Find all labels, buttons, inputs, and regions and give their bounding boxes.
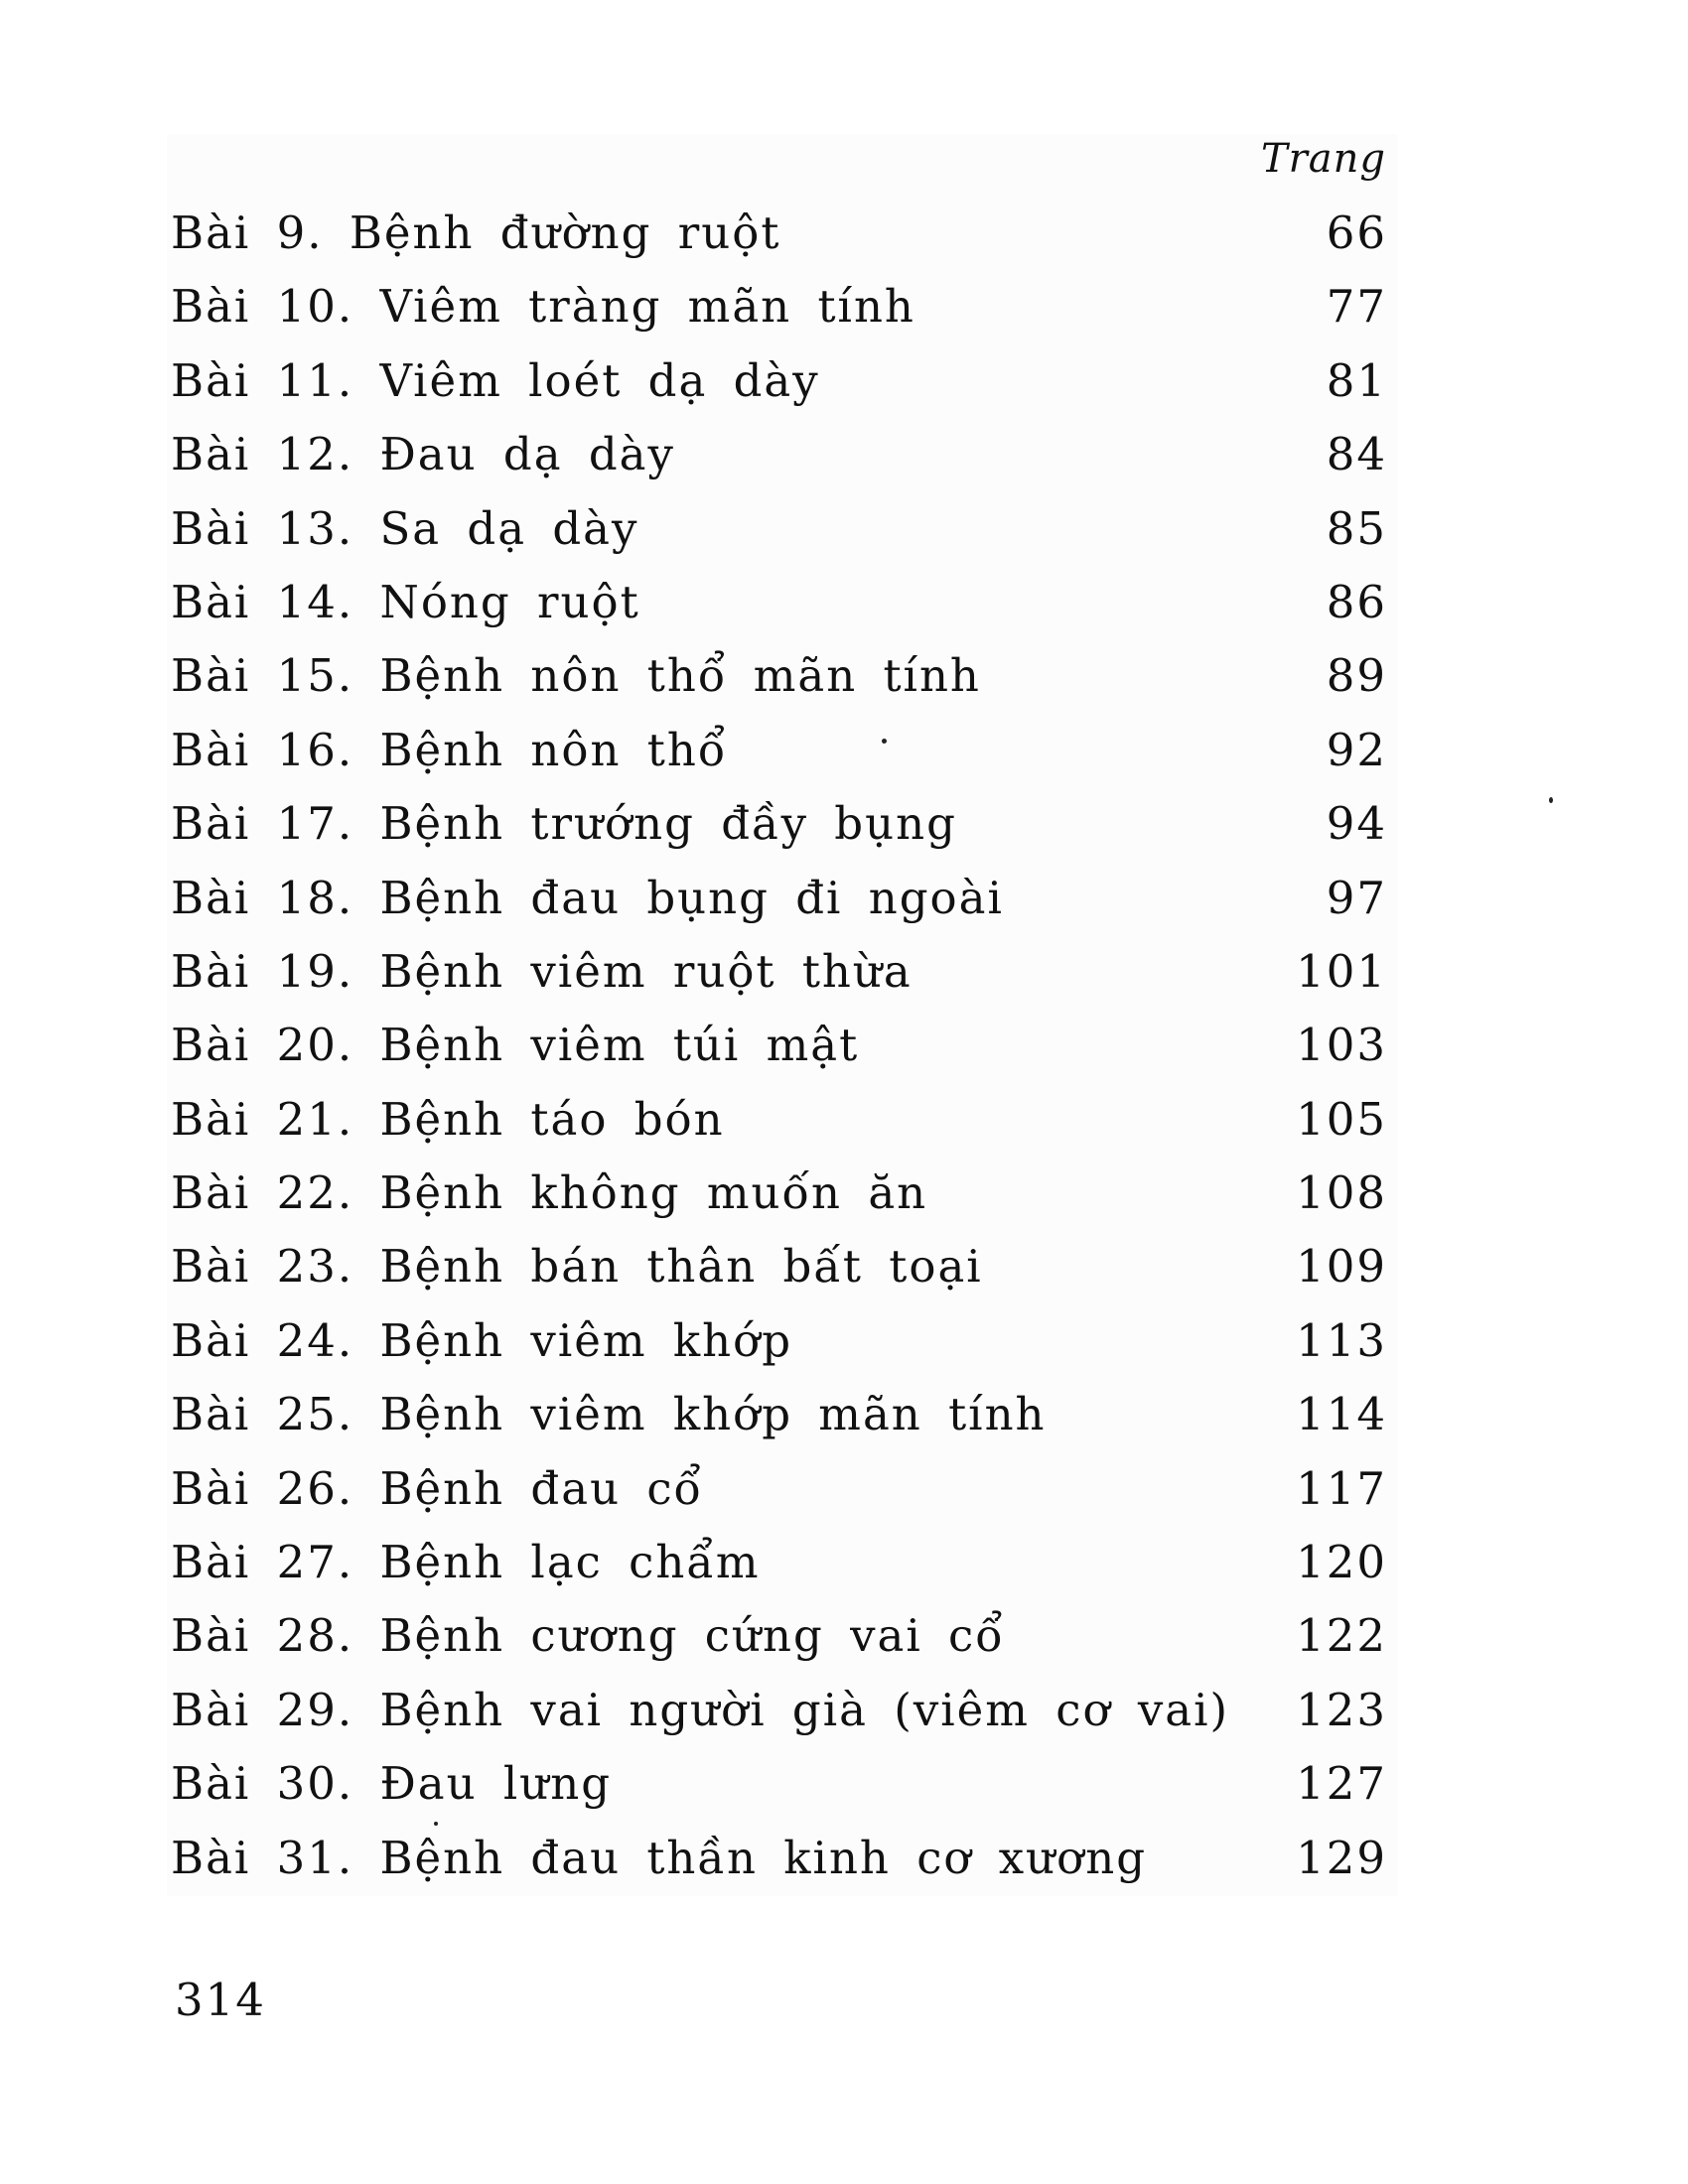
toc-entry: [171, 1230, 1387, 1303]
toc-entry-page: 89: [1326, 649, 1387, 703]
toc-entry: [171, 566, 1387, 639]
toc-entry-page: 85: [1326, 501, 1387, 555]
toc-entry-title: Bài 15. Bệnh nôn thổ mãn tính: [171, 649, 981, 703]
toc-entry-title: Bài 9. Bệnh đường ruột: [171, 206, 781, 259]
toc-entry-page: 86: [1326, 575, 1387, 628]
toc-entry-page: 103: [1296, 1019, 1387, 1072]
toc-entry-title: Bài 25. Bệnh viêm khớp mãn tính: [171, 1388, 1047, 1441]
toc-entry-title: Bài 17. Bệnh trướng đầy bụng: [171, 797, 957, 851]
toc-entry-page: 109: [1296, 1240, 1387, 1294]
page-number: 314: [175, 1974, 266, 2026]
toc-entry-title: Bài 23. Bệnh bán thân bất toại: [171, 1240, 983, 1294]
toc-entry: [171, 1009, 1387, 1082]
toc-entry-page: 108: [1296, 1166, 1387, 1220]
toc-entry: [171, 862, 1387, 935]
toc-entry-title: Bài 21. Bệnh táo bón: [171, 1092, 725, 1146]
toc-entry: [171, 935, 1387, 1009]
toc-entry-title: Bài 30. Đau lưng: [171, 1757, 613, 1811]
toc-entry-page: 127: [1296, 1757, 1387, 1811]
toc-entry-page: 117: [1296, 1461, 1387, 1515]
toc-entry-page: 105: [1296, 1092, 1387, 1146]
toc-entry: [171, 197, 1387, 270]
toc-entry-page: 101: [1296, 944, 1387, 998]
toc-entry-page: 94: [1326, 797, 1387, 851]
toc-entry-title: Bài 16. Bệnh nôn thổ: [171, 723, 728, 776]
toc-entry-page: 92: [1326, 723, 1387, 776]
toc-entry-title: Bài 19. Bệnh viêm ruột thừa: [171, 944, 913, 998]
toc-entry: [171, 1674, 1387, 1747]
toc-entry-page: 113: [1296, 1313, 1387, 1367]
toc-entry-page: 120: [1296, 1536, 1387, 1589]
page-column-header: Trang: [1261, 136, 1387, 182]
toc-entry-title: Bài 22. Bệnh không muốn ăn: [171, 1166, 928, 1220]
toc-entry-title: Bài 18. Bệnh đau bụng đi ngoài: [171, 871, 1004, 924]
toc-entry: [171, 714, 1387, 787]
toc-entry: [171, 1822, 1387, 1895]
toc-entry-page: 122: [1296, 1609, 1387, 1663]
toc-entry: [171, 1526, 1387, 1599]
toc-entry: [171, 787, 1387, 861]
toc-entry-title: Bài 24. Bệnh viêm khớp: [171, 1313, 792, 1367]
toc-entry-title: Bài 20. Bệnh viêm túi mật: [171, 1019, 860, 1072]
toc-entry-page: 84: [1326, 428, 1387, 481]
toc-entry: [171, 492, 1387, 566]
toc-entry-title: Bài 11. Viêm loét dạ dày: [171, 353, 820, 407]
toc-entry-title: Bài 28. Bệnh cương cứng vai cổ: [171, 1609, 1005, 1663]
toc-entry: [171, 418, 1387, 491]
toc-entry: [171, 1452, 1387, 1526]
toc-entry-title: Bài 31. Bệnh đau thần kinh cơ xương: [171, 1831, 1148, 1884]
toc-entry-title: Bài 13. Sa dạ dày: [171, 501, 639, 555]
toc-entry: [171, 1378, 1387, 1451]
toc-entry: [171, 344, 1387, 418]
toc-entry: [171, 639, 1387, 713]
table-of-contents: [171, 197, 1387, 1895]
toc-entry: [171, 1157, 1387, 1230]
toc-entry: [171, 1083, 1387, 1157]
toc-entry-title: Bài 26. Bệnh đau cổ: [171, 1461, 704, 1515]
toc-entry-title: Bài 10. Viêm tràng mãn tính: [171, 280, 915, 334]
toc-entry: [171, 1599, 1387, 1673]
toc-entry-page: 77: [1326, 280, 1387, 334]
scan-speck: [882, 739, 887, 744]
toc-entry: [171, 1304, 1387, 1378]
toc-entry-title: Bài 12. Đau dạ dày: [171, 428, 675, 481]
toc-entry-title: Bài 29. Bệnh vai người già (viêm cơ vai): [171, 1683, 1230, 1736]
toc-entry-page: 97: [1326, 871, 1387, 924]
toc-entry-page: 114: [1296, 1388, 1387, 1441]
toc-entry-title: Bài 14. Nóng ruột: [171, 575, 640, 628]
toc-entry: [171, 270, 1387, 343]
toc-entry-page: 129: [1296, 1831, 1387, 1884]
toc-entry-page: 81: [1326, 353, 1387, 407]
toc-entry-page: 123: [1296, 1683, 1387, 1736]
toc-entry: [171, 1747, 1387, 1821]
scan-speck: [1549, 797, 1553, 803]
scan-speck: [434, 1822, 438, 1826]
toc-entry-page: 66: [1326, 206, 1387, 259]
toc-entry-title: Bài 27. Bệnh lạc chẩm: [171, 1536, 761, 1589]
